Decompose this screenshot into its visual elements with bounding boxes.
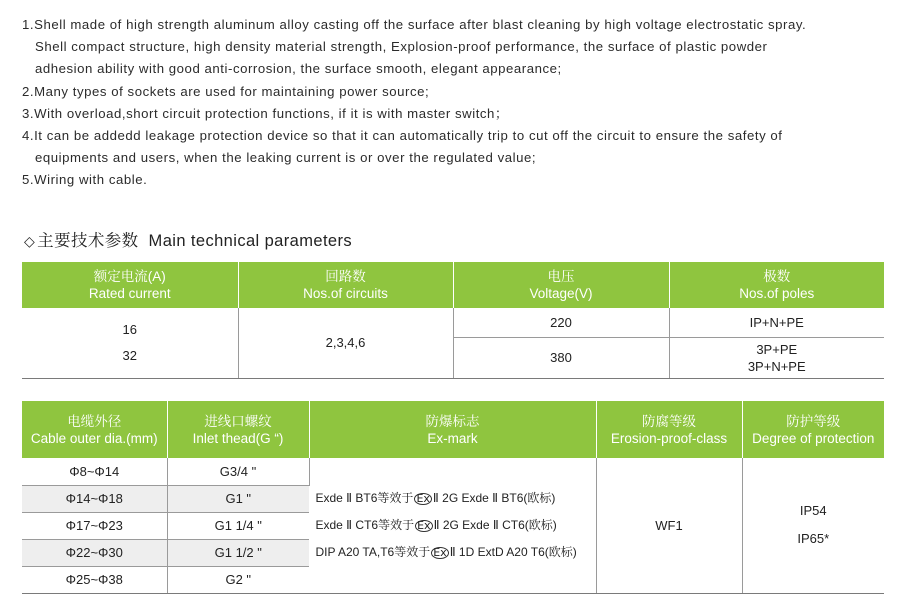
voltage-cell: 380	[453, 337, 669, 378]
header-poles: 极数 Nos.of poles	[669, 262, 884, 308]
circuits-cell: 2,3,4,6	[238, 308, 453, 378]
cable-dia-cell: Φ8~Φ14	[22, 458, 167, 485]
rated-current-cell: 16 32	[22, 308, 238, 378]
header-rated-current: 额定电流(A) Rated current	[22, 262, 238, 308]
cable-dia-cell: Φ17~Φ23	[22, 512, 167, 539]
ex-symbol-icon: Ex	[433, 546, 447, 560]
erosion-class-cell: WF1	[596, 458, 742, 593]
feature-line-6: 4.It can be addedd leakage protection device so that it can automatically trip to cut off the circuit to ensure the safety of	[22, 128, 783, 144]
table-header-row	[22, 262, 884, 308]
feature-line-7: equipments and users, when the leaking current is or over the regulated value;	[35, 150, 537, 166]
protection-parameters-table	[22, 401, 884, 594]
protection-cell: IP54 IP65*	[742, 458, 884, 593]
feature-line-4: 2.Many types of sockets are used for maintaining power source;	[22, 83, 430, 99]
feature-line-2: Shell compact structure, high density material strength, Explosion-proof performance, the surface of plastic powder	[35, 39, 768, 55]
table-row	[22, 308, 884, 337]
ex-symbol-icon: Ex	[417, 519, 431, 533]
cable-dia-cell: Φ25~Φ38	[22, 566, 167, 593]
thread-cell: G1 1/2 "	[167, 539, 309, 566]
feature-line-5: 3.With overload,short circuit protection functions, if it is with master switch；	[22, 105, 509, 121]
header-ex-mark: 防爆标志 Ex-mark	[309, 401, 596, 458]
cable-dia-cell: Φ22~Φ30	[22, 539, 167, 566]
ex-mark-line: Exde Ⅱ CT6等效于 Ex Ⅱ 2G Exde Ⅱ CT6(欧标)	[315, 518, 557, 533]
thread-cell: G1 1/4 "	[167, 512, 309, 539]
poles-cell: 3P+PE 3P+N+PE	[669, 337, 884, 378]
thread-cell: G3/4 "	[167, 458, 309, 485]
ex-symbol-icon: Ex	[416, 492, 430, 506]
electrical-parameters-table	[22, 262, 884, 379]
section-title	[24, 227, 352, 251]
feature-line-3: adhesion ability with good anti-corrosion, the surface smooth, elegant appearance;	[35, 61, 562, 77]
ex-mark-line: DIP A20 TA,T6等效于 Ex Ⅱ 1D ExtD A20 T6(欧标)	[315, 545, 577, 560]
table-header-row	[22, 401, 884, 458]
header-voltage: 电压 Voltage(V)	[453, 262, 669, 308]
thread-cell: G1 "	[167, 485, 309, 512]
header-protection: 防护等级 Degree of protection	[742, 401, 884, 458]
voltage-cell: 220	[453, 308, 669, 337]
section-title-zh: 主要技术参数	[37, 232, 139, 250]
header-inlet-thread: 进线口螺纹 Inlet thead(G “)	[167, 401, 309, 458]
header-circuits: 回路数 Nos.of circuits	[238, 262, 453, 308]
header-erosion-class: 防腐等级 Erosion-proof-class	[596, 401, 742, 458]
cable-dia-cell: Φ14~Φ18	[22, 485, 167, 512]
section-title-en: Main technical parameters	[148, 232, 353, 250]
ex-mark-line: Exde Ⅱ BT6等效于 Ex Ⅱ 2G Exde Ⅱ BT6(欧标)	[315, 491, 556, 506]
table-row	[22, 458, 884, 485]
thread-cell: G2 "	[167, 566, 309, 593]
ex-mark-cell	[309, 458, 596, 593]
diamond-icon: ◇	[24, 234, 36, 250]
feature-line-1: 1.Shell made of high strength aluminum alloy casting off the surface after blast cleaning by high voltage electrostatic spray.	[22, 17, 807, 32]
poles-cell: IP+N+PE	[669, 308, 884, 337]
feature-line-8: 5.Wiring with cable.	[22, 172, 148, 188]
feature-list	[22, 14, 892, 192]
header-cable-dia: 电缆外径 Cable outer dia.(mm)	[22, 401, 167, 458]
